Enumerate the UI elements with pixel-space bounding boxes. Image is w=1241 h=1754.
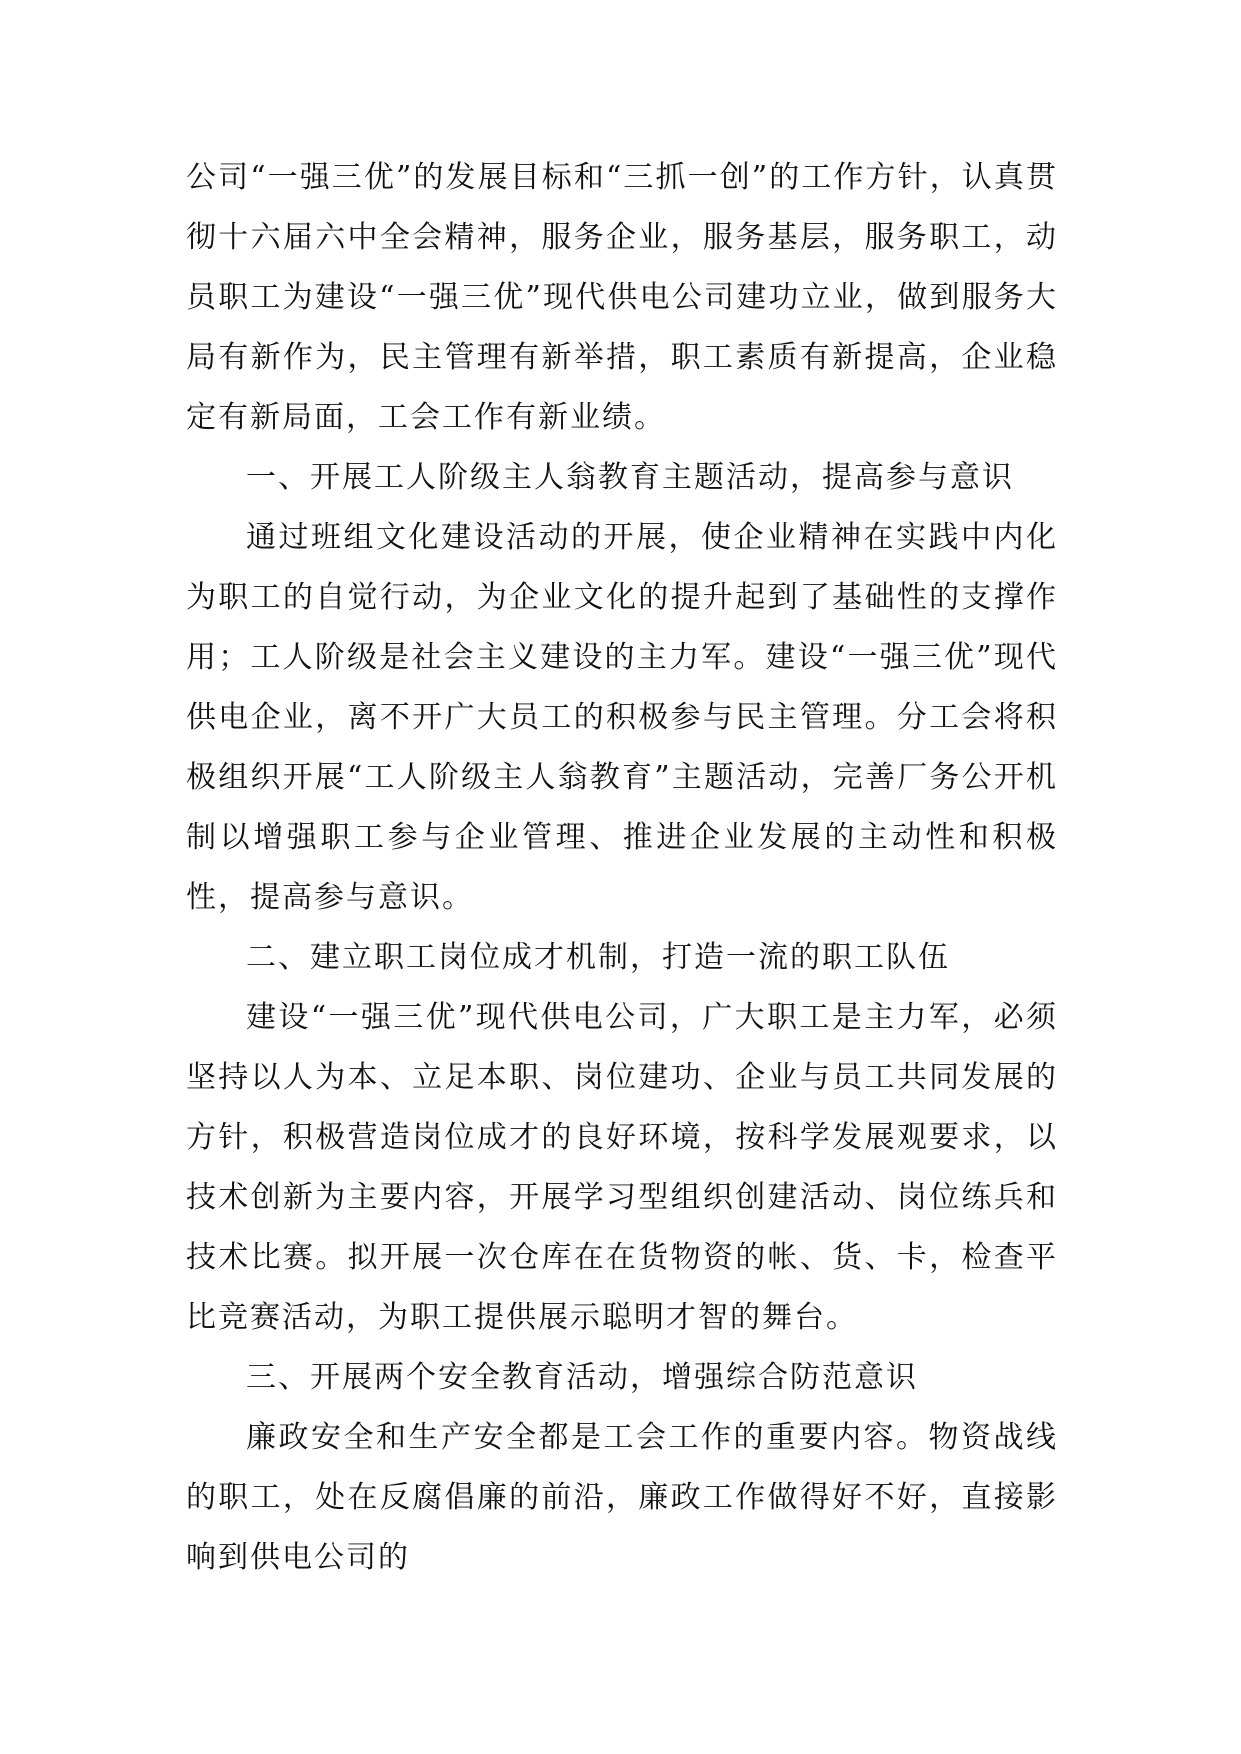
- paragraph-section-1: 通过班组文化建设活动的开展，使企业精神在实践中内化为职工的自觉行动，为企业文化的提升起到了基础性的支撑作用；工人阶级是社会主义建设的主力军。建设“一强三优”现代供电企业，离不开广大员工的积极参与民主管理。分工会将积极组织开展“工人阶级主人翁教育”主题活动，完善厂务公开机制以增强职工参与企业管理、推进企业发展的主动性和积极性，提高参与意识。: [186, 520, 1058, 915]
- section-heading-2: 二、建立职工岗位成才机制，打造一流的职工队伍: [246, 940, 950, 975]
- paragraph-section-2: 建设“一强三优”现代供电公司，广大职工是主力军，必须坚持以人为本、立足本职、岗位建功、企业与员工共同发展的方针，积极营造岗位成才的良好环境，按科学发展观要求，以技术创新为主要内容，开展学习型组织创建活动、岗位练兵和技术比赛。拟开展一次仓库在在货物资的帐、货、卡，检查平比竞赛活动，为职工提供展示聪明才智的舞台。: [186, 1000, 1058, 1335]
- section-heading-1: 一、开展工人阶级主人翁教育主题活动，提高参与意识: [246, 460, 1014, 495]
- document-body: [186, 148, 1058, 1588]
- paragraph-section-3: 廉政安全和生产安全都是工会工作的重要内容。物资战线的职工，处在反腐倡廉的前沿，廉政工作做得好不好，直接影响到供电公司的: [186, 1420, 1058, 1575]
- section-heading-3: 三、开展两个安全教育活动，增强综合防范意识: [246, 1360, 918, 1395]
- paragraph-intro: 公司“一强三优”的发展目标和“三抓一创”的工作方针，认真贯彻十六届六中全会精神，服务企业，服务基层，服务职工，动员职工为建设“一强三优”现代供电公司建功立业，做到服务大局有新作为，民主管理有新举措，职工素质有新提高，企业稳定有新局面，工会工作有新业绩。: [186, 160, 1058, 435]
